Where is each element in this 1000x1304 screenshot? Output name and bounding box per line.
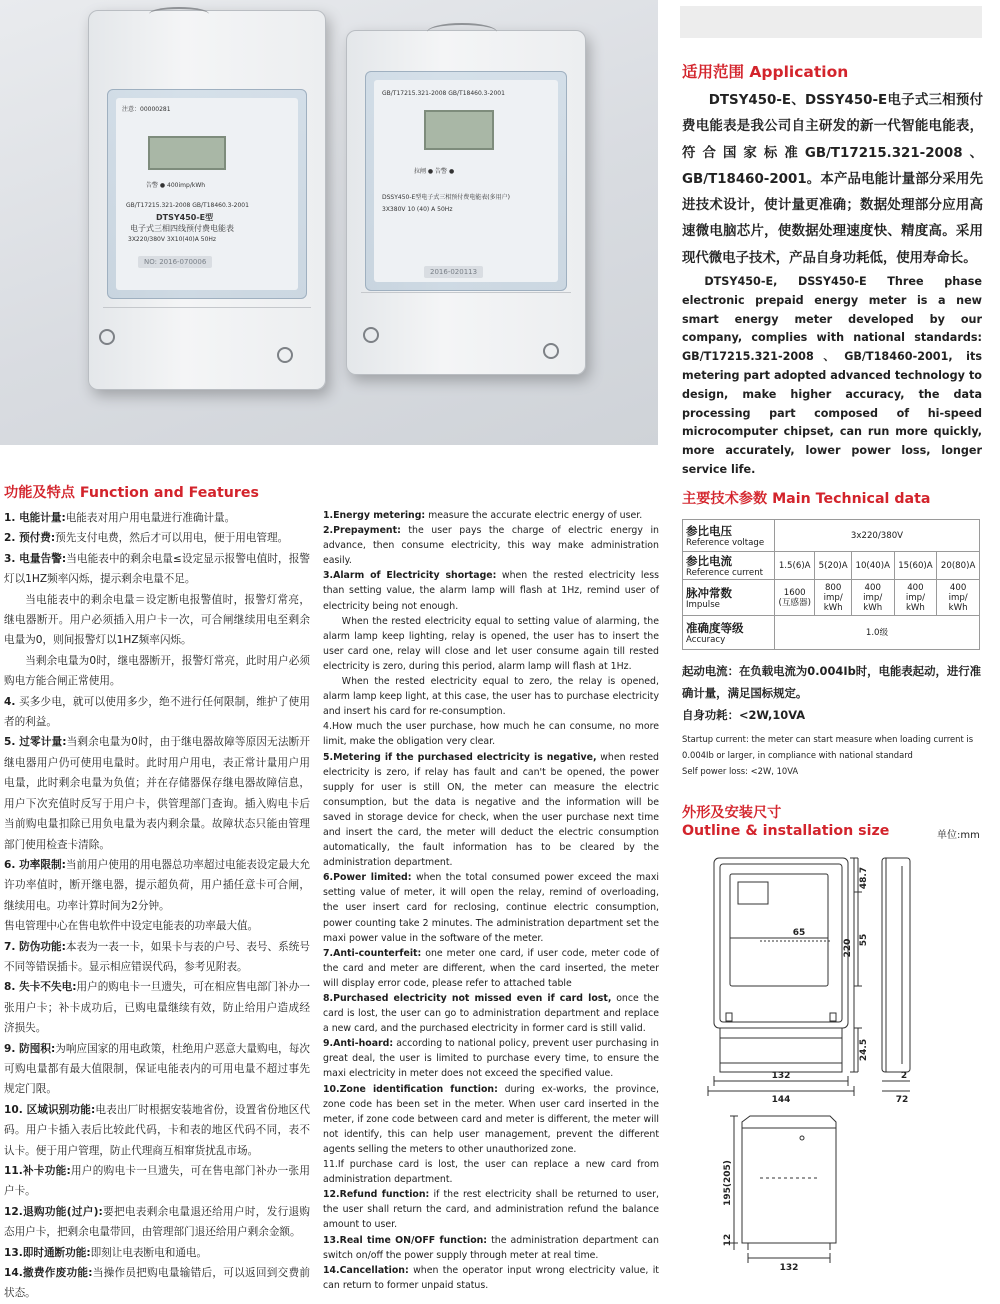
dim-label: 195(205) <box>723 1160 733 1206</box>
feature-item: 1. 电能计量:电能表对用户用电量进行准确计量。 <box>4 512 236 524</box>
feature-item: 12.退购功能(过户):要把电表剩余电量退还给用户时，发行退购态用户卡，把剩余电量带回，由管理部门退还给用户剩余金额。 <box>4 1205 311 1239</box>
seal-screw-icon <box>99 329 115 345</box>
dim-label: 220 <box>843 938 853 958</box>
feature-item: 13.Real time ON/OFF function: the administration department can switch on/off the power supply through meter at real time. <box>323 1234 659 1261</box>
nameplate: GB/T17215.321-2008 GB/T18460.3-2001 拉闸 ● 告警 ● DSSY450-E型电子式三相预付费电能表(多用户) 3X380V 10 (40) A 50Hz 2016-020113 <box>374 80 558 282</box>
meter-dssy450-e <box>346 30 586 375</box>
feature-item: 当电能表中的剩余电量＝设定断电报警值时，报警灯常亮，继电器断开。用户必须插入用户卡一次，可合闸继续用电至剩余电量为0，则间报警灯以1HZ频率闪烁。 <box>4 593 310 647</box>
side-view <box>882 858 910 1072</box>
dim-label: 65 <box>792 928 806 938</box>
feature-item: 3. 电量告警:当电能表中的剩余电量≤设定显示报警电值时，报警灯以1HZ频率闪烁，提示剩余电量不足。 <box>4 552 310 586</box>
unit-label: 单位:mm <box>937 830 980 841</box>
feature-item: 8.Purchased electricity not missed even if card lost, once the card is lost, the user can go to administration department and replace a new card, and the purchased electricity in former card is still valid. <box>323 993 659 1035</box>
feature-item: 7.Anti-counterfeit: one meter one card, if user code, meter code of the card and meter are different, when the card inserted, the meter will display error code, please refer to attached table <box>323 947 659 989</box>
feature-item: 11.If purchase card is lost, the user can replace a new card from administration department. <box>323 1159 659 1186</box>
feature-item: 5.Metering if the purchased electricity is negative, when rested electricity is zero, if relay has fault and can't be opened, the power supply for user is still ON, the meter can measure the electric consumption, but the data is negative and the information will be saved in storage device for check, when the user purchase next time and insert the card, the meter will deduct the electric consumption automatically, the fault information has to be cleared by the administration department. <box>323 751 659 869</box>
feature-item: 14.Cancellation: when the operator input wrong electricity value, it can return to former unpaid status. <box>323 1264 659 1291</box>
terminal-cover <box>103 307 311 377</box>
feature-item: 13.即时通断功能:即刻让电表断电和通电。 <box>4 1246 208 1259</box>
outline-title-zh: 外形及安装尺寸 <box>682 805 782 821</box>
seal-screw-icon <box>277 347 293 363</box>
feature-item: 2. 预付费:预先支付电费，然后才可以用电，便于用电管理。 <box>4 532 289 545</box>
feature-item: 10.Zone identification function: during ex-works, the province, zone code has been set in the meter. When user card inserted in the meter, if zone code between card and meter is different, the meter will not identify, this can help user management, prevent the different agents selling the meters to other unauthorized zone. <box>323 1083 659 1155</box>
table-row: 准确度等级 Accuracy 1.0级 <box>683 616 980 650</box>
lcd-display <box>424 110 494 150</box>
feature-item: 1.Energy metering: measure the accurate electric energy of user. <box>323 510 643 521</box>
features-list-zh <box>4 508 310 1304</box>
dim-label: 12 <box>723 1233 733 1247</box>
front-view <box>714 858 848 1072</box>
feature-item: 4.How much the user purchase, how much he can consume, no more limit, make the obligation very clear. <box>323 721 659 748</box>
tech-notes-zh: 起动电流：在负载电流为0.004Ib时，电能表起动，进行准确计量，满足国标规定。 自身功耗：<2W,10VA <box>682 664 982 722</box>
dim-label: 48.7 <box>859 866 869 890</box>
rear-view <box>742 1116 836 1250</box>
tech-notes-en: Startup current: the meter can start measure when loading current is 0.004Ib or larger, in compliance with national standard Self power loss: <2W, 10VA <box>682 734 974 776</box>
dim-label: 132 <box>779 1263 799 1273</box>
table-row: 参比电流 Reference current 1.5(6)A 5(20)A 10(40)A 15(60)A 20(80)A <box>683 552 980 580</box>
functions-title: 功能及特点 Function and Features <box>4 485 259 501</box>
dim-label: 24.5 <box>859 1038 869 1062</box>
table-row: 脉冲常数 Impulse 1600 (互感器) 800 imp/ kWh 400 imp/ kWh 400 imp/ kWh 400 imp/ kWh <box>683 580 980 616</box>
feature-item: 当剩余电量为0时，继电器断开，报警灯常亮，此时用户必须购电方能合闸正常使用。 <box>4 654 310 688</box>
application-title: 适用范围 Application <box>682 63 849 81</box>
feature-item: 6. 功率限制:当前用户使用的用电器总功率超过电能表设定最大允许功率值时，断开继电器，提示超负荷，用户插任意卡可合闸，继续用电。功率计算时间为2分钟。 <box>4 858 310 912</box>
terminal-cover <box>361 292 571 362</box>
tech-data-table <box>682 519 980 650</box>
application-text-zh: DTSY450-E、DSSY450-E电子式三相预付费电能表是我公司自主研发的新一代智能电能表，符合国家标准GB/T17215.321-2008、GB/T18460-2001。本产品电能计量部分采用先进技术设计，使计量更准确；数据处理部分应用高速微电脑芯片，使数据处理速度快、精度高。采用现代微电子技术，产品自身功耗低，使用寿命长。 <box>682 93 983 266</box>
feature-item: 2.Prepayment: the user pays the charge of electric energy in advance, then consume electricity, this way make administration easily. <box>323 525 659 567</box>
nameplate: 注意：00000281 告警 ● 400imp/kWh GB/T17215.321-2008 GB/T18460.3-2001 DTSY450-E型 电子式三相四线预付费电能表 3X220/380V 3X10(40)A 50Hz NO: 2016-070006 <box>116 98 298 290</box>
table-row: 参比电压 Reference voltage 3x220/380V <box>683 520 980 552</box>
feature-item: 14.撤费作废功能:当操作员把购电量输错后，可以返回到交费前状态。 <box>4 1267 310 1300</box>
serial-number: NO: 2016-070006 <box>138 256 212 268</box>
outline-title-en: Outline & installation size <box>682 823 890 839</box>
header-band <box>680 6 982 38</box>
application-text-en: DTSY450-E, DSSY450-E Three phase electronic prepaid energy meter is a new smart energy meter developed by our company, complies with national standards: GB/T17215.321-2008、GB/T18460-2001, its metering part adopted advanced technology to design, make higher accuracy, the data processing part composed of hi-speed microcomputer chipset, can run more quickly, more accurately, lower power loss, longer service life. <box>682 275 982 476</box>
product-photo <box>0 0 658 445</box>
dim-label: 72 <box>895 1095 909 1105</box>
feature-item: 9.Anti-hoard: according to national policy, prevent user purchasing in great deal, the user is limited to purchase every time, to ensure the maxi electricity in meter does not exceed the specified value. <box>323 1038 659 1080</box>
meter-cover <box>365 71 567 291</box>
feature-item: 5. 过零计量:当剩余电量为0时，由于继电器故障等原因无法断开继电器用户仍可使用电量时。此时用户用电，表正常计量用户用电量，此时剩余电量为负值；并在存储器保存继电器故障信息，用户下次充值时反写于用户卡，供管理部门查询。插入购电卡后当前购电量扣除已用负电量为表内剩余量。故障状态只能由管理部门使用检查卡清除。 <box>4 736 310 851</box>
seal-screw-icon <box>363 327 379 343</box>
meter-dtsy450-e <box>88 10 326 390</box>
feature-item: 12.Refund function: if the rest electricity shall be returned to user, the user shall return the card, and administration refund the balance amount to user. <box>323 1189 659 1231</box>
dim-label: 144 <box>771 1095 791 1105</box>
feature-item: 8. 失卡不失电:用户的购电卡一旦遗失，可在相应售电部门补办一张用户卡；补卡成功后，已购电量继续有效，防止给用户造成经济损失。 <box>4 981 311 1035</box>
dim-label: 132 <box>771 1071 791 1081</box>
meter-cover <box>107 89 307 299</box>
features-list-en <box>323 508 659 1293</box>
lcd-display <box>148 136 226 170</box>
feature-item: 11.补卡功能:用户的购电卡一旦遗失，可在售电部门补办一张用户卡。 <box>4 1165 310 1198</box>
tech-data-title: 主要技术参数 Main Technical data <box>682 491 931 507</box>
feature-item: 9. 防囤积:为响应国家的用电政策，杜绝用户恶意大量购电，每次可购电量都有最大值限制，保证电能表内的可用电量不超过事先规定门限。 <box>4 1042 311 1096</box>
feature-item: When the rested electricity equal to zero, the relay is opened, alarm lamp keep light, at this case, the user has to purchase electricity and insert his card for re-consumption. <box>323 676 659 718</box>
feature-item: 6.Power limited: when the total consumed power exceed the maxi setting value of meter, it will open the relay, remind of overloading, the user insert card for reclosing, continue electric consumption, power counting take 2 minutes. The administration department set the maxi power value in the software of the meter. <box>323 872 659 944</box>
dim-label: 55 <box>859 933 869 947</box>
feature-item: When the rested electricity equal to setting value of alarming, the alarm lamp keep lighting, relay is opened, the user has to insert the user card one, relay will close and let user consume again till rested electricity is zero, during this period, alarm lamp will flash at 1Hz. <box>323 615 659 672</box>
feature-item: 7. 防伪功能:本表为一表一卡，如果卡与表的户号、表号、系统号不同等错误插卡。显示相应错误代码，参考见附表。 <box>4 940 310 973</box>
feature-item: 10. 区域识别功能:电表出厂时根据安装地省份，设置省份地区代码。用户卡插入表后比较此代码，卡和表的地区代码不同，表不认卡。便于用户管理，防止代理商互相窜货扰乱市场。 <box>4 1103 310 1157</box>
serial-number: 2016-020113 <box>424 266 483 278</box>
feature-item: 3.Alarm of Electricity shortage: when the rested electricity less than setting value, the alarm lamp will flash at 1Hz, remind user of electricity being not enough. <box>323 570 659 612</box>
feature-item: 4. 买多少电，就可以使用多少，绝不进行任何限制，维护了使用者的利益。 <box>4 695 310 729</box>
feature-item: 售电管理中心在售电软件中设定电能表的功率最大值。 <box>4 920 259 933</box>
outline-drawing <box>690 848 980 1278</box>
seal-screw-icon <box>543 343 559 359</box>
dim-label: 2 <box>900 1071 908 1081</box>
